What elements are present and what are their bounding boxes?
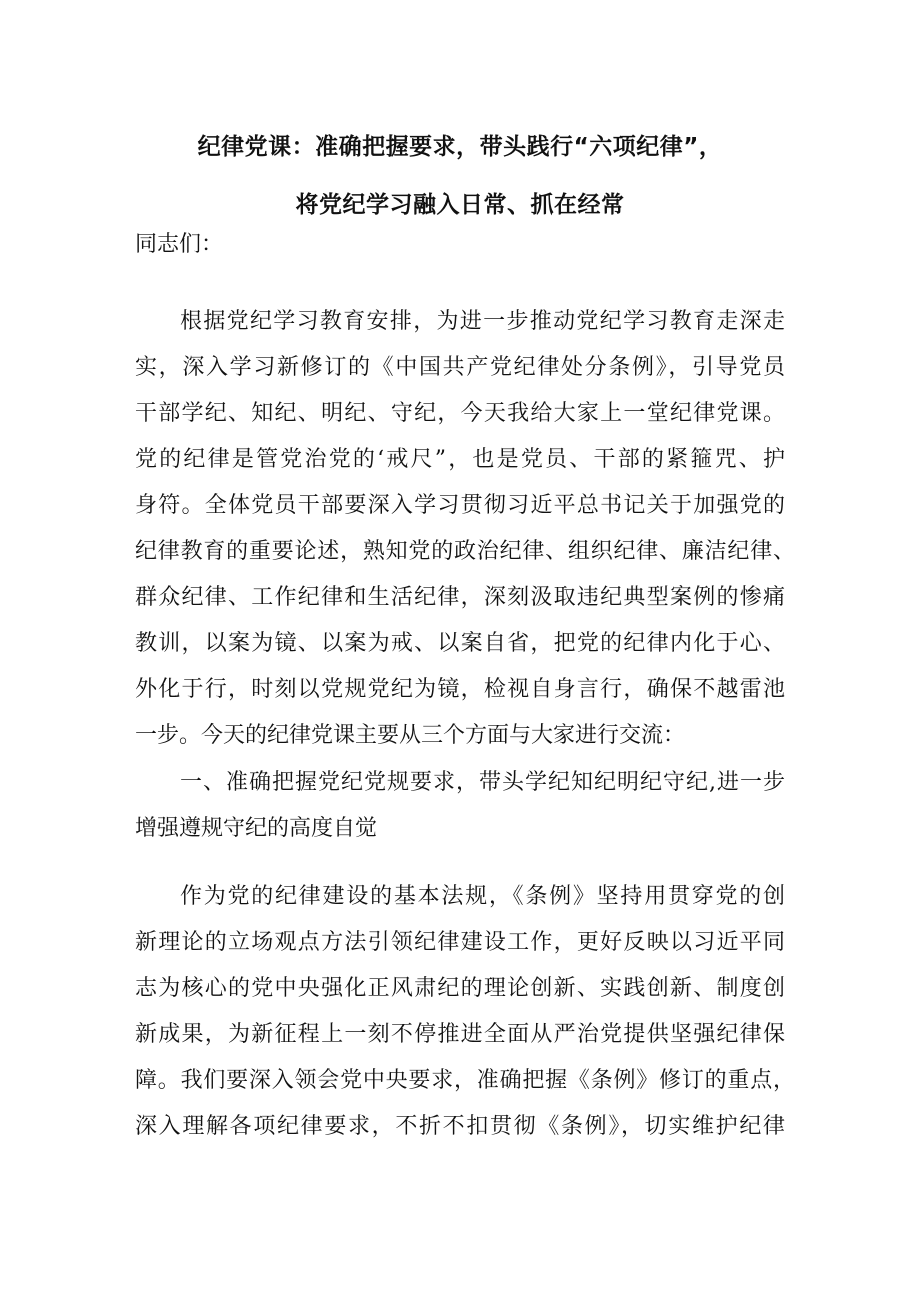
paragraph-1-line-8: 教训，以案为镜、以案为戒、以案自省，把党的纪律内化于心、 [135, 631, 785, 656]
paragraph-2-line-1: 作为党的纪律建设的基本法规，《条例》坚持用贯穿党的创 [180, 884, 785, 909]
paragraph-2-line-6: 深入理解各项纪律要求，不折不扣贯彻《条例》，切实维护纪律 [135, 1114, 785, 1139]
paragraph-1-line-3: 干部学纪、知纪、明纪、守纪，今天我给大家上一堂纪律党课。 [135, 401, 785, 426]
body-line [0, 1058, 920, 1104]
body-line [0, 1104, 920, 1150]
body-line [0, 483, 920, 529]
paragraph-2-line-4: 新成果，为新征程上一刻不停推进全面从严治党提供坚强纪律保 [135, 1022, 785, 1047]
body-line [0, 760, 920, 806]
body-line [0, 345, 920, 391]
body-line [0, 299, 920, 345]
paragraph-1-line-9: 外化于行，时刻以党规党纪为镜，检视自身言行，确保不越雷池 [135, 677, 785, 702]
paragraph-1-line-5: 身符。全体党员干部要深入学习贯彻习近平总书记关于加强党的 [135, 493, 785, 518]
paragraph-1-line-1: 根据党纪学习教育安排，为进一步推动党纪学习教育走深走 [180, 309, 785, 334]
salutation: 同志们： [135, 232, 224, 257]
body-line [0, 575, 920, 621]
body-line [0, 391, 920, 437]
paragraph-1-line-2: 实，深入学习新修订的《中国共产党纪律处分条例》，引导党员 [135, 355, 785, 380]
body-line [0, 920, 920, 966]
document-title-line-1: 纪律党课：准确把握要求，带头践行“六项纪律”， [197, 134, 723, 160]
paragraph-1-line-10: 一步。今天的纪律党课主要从三个方面与大家进行交流： [135, 723, 686, 748]
paragraph-1-line-6: 纪律教育的重要论述，熟知党的政治纪律、组织纪律、廉洁纪律、 [135, 539, 795, 564]
body-line [0, 806, 920, 852]
body-line [0, 713, 920, 759]
body-line [0, 1012, 920, 1058]
body-line [0, 667, 920, 713]
paragraph-1-line-7: 群众纪律、工作纪律和生活纪律，深刻汲取违纪典型案例的惨痛 [135, 585, 785, 610]
paragraph-2-line-5: 障。我们要深入领会党中央要求，准确把握《条例》修订的重点， [135, 1068, 795, 1093]
body-line [0, 621, 920, 667]
body-line [0, 529, 920, 575]
document-title-line-2: 将党纪学习融入日常、抓在经常 [295, 192, 625, 218]
section-heading-line-2: 增强遵规守纪的高度自觉 [135, 816, 378, 841]
body-line [0, 874, 920, 920]
paragraph-2-line-2: 新理论的立场观点方法引领纪律建设工作，更好反映以习近平同 [135, 930, 785, 955]
section-heading-line-1: 一、准确把握党纪党规要求，带头学纪知纪明纪守纪,进一步 [180, 770, 785, 795]
salutation-line [0, 222, 920, 268]
body-line [0, 966, 920, 1012]
paragraph-2-line-3: 志为核心的党中央强化正风肃纪的理论创新、实践创新、制度创 [135, 976, 785, 1001]
paragraph-1-line-4: 党的纪律是管党治党的‘戒尺”，也是党员、干部的紧箍咒、护 [135, 447, 785, 472]
body-line [0, 437, 920, 483]
